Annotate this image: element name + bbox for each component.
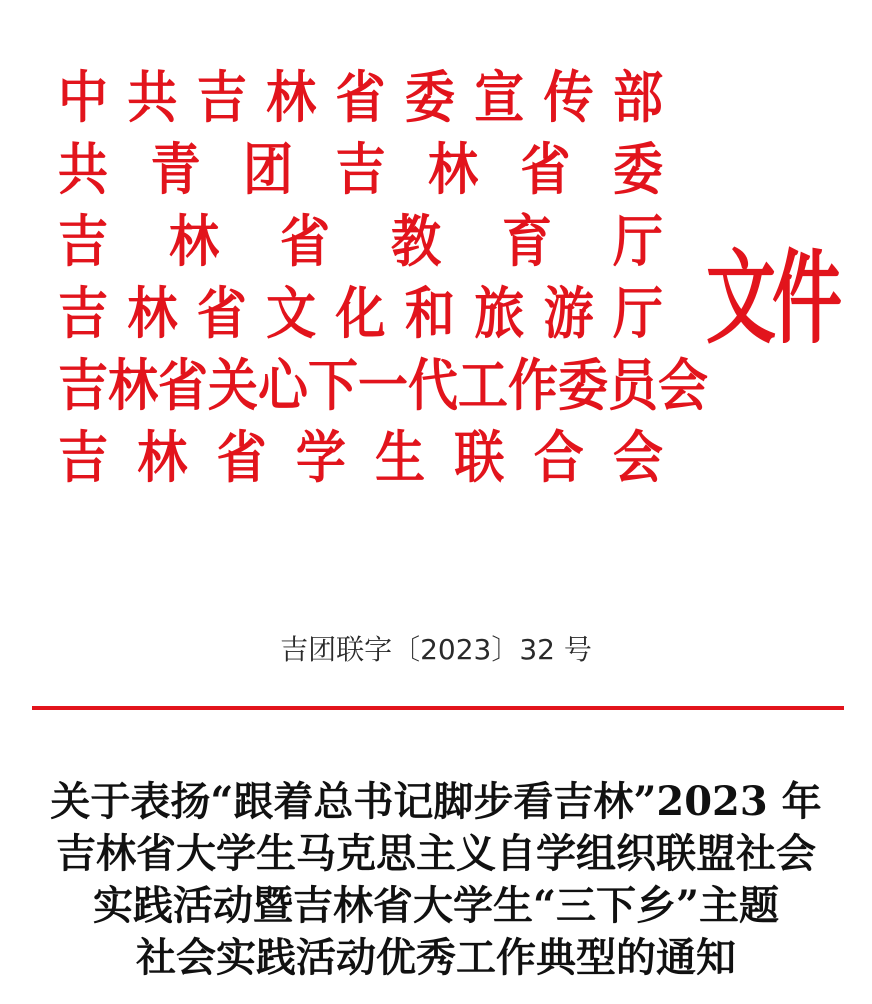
issuer-char: 吉 bbox=[335, 136, 386, 203]
issuer-char: 化 bbox=[335, 280, 386, 347]
issuer-char: 教 bbox=[391, 208, 441, 275]
issuer-char: 省 bbox=[196, 280, 247, 347]
document-number: 吉团联字〔2023〕32 号 bbox=[280, 633, 592, 666]
issuer-char: 省 bbox=[280, 208, 330, 275]
issuer-char: 林 bbox=[169, 208, 219, 275]
issuer-char: 林 bbox=[428, 136, 478, 203]
issuer-char: 厅 bbox=[613, 208, 663, 275]
issuer-char: 育 bbox=[502, 208, 552, 275]
issuer-char: 会 bbox=[658, 352, 708, 419]
issuer-char: 省 bbox=[520, 136, 571, 203]
issuer-char: 一 bbox=[358, 352, 408, 419]
issuer-char: 中 bbox=[58, 64, 108, 131]
issuer-char: 游 bbox=[543, 280, 594, 347]
issuer-line bbox=[58, 352, 708, 419]
document-label: 文件 bbox=[706, 237, 838, 358]
issuer-char: 和 bbox=[404, 280, 455, 347]
issuer-char: 委 bbox=[404, 64, 455, 131]
issuer-char: 吉 bbox=[58, 352, 108, 419]
issuer-char: 吉 bbox=[58, 280, 108, 347]
issuer-line bbox=[58, 136, 663, 203]
issuer-char: 学 bbox=[295, 424, 346, 491]
issuer-char: 旅 bbox=[474, 280, 525, 347]
issuer-char: 联 bbox=[454, 424, 505, 491]
title-line: 关于表扬“跟着总书记脚步看吉林”2023 年 bbox=[50, 778, 822, 825]
issuer-char: 工 bbox=[458, 352, 508, 419]
issuer-char: 林 bbox=[108, 352, 158, 419]
issuer-char: 吉 bbox=[196, 64, 247, 131]
issuer-char: 生 bbox=[375, 424, 426, 491]
issuer-char: 传 bbox=[543, 64, 594, 131]
issuer-char: 厅 bbox=[613, 280, 663, 347]
issuer-char: 共 bbox=[58, 136, 108, 203]
issuer-char: 团 bbox=[243, 136, 293, 203]
issuer-char: 文 bbox=[266, 280, 317, 347]
issuer-char: 青 bbox=[150, 136, 201, 203]
title-line: 吉林省大学生马克思主义自学组织联盟社会 bbox=[56, 830, 816, 877]
issuer-char: 下 bbox=[308, 352, 358, 419]
issuer-char: 共 bbox=[127, 64, 178, 131]
issuer-char: 代 bbox=[408, 352, 458, 419]
issuer-char: 委 bbox=[558, 352, 608, 419]
issuer-char: 合 bbox=[533, 424, 584, 491]
issuer-char: 林 bbox=[266, 64, 317, 131]
notice-title bbox=[0, 776, 872, 984]
issuer-char: 省 bbox=[216, 424, 267, 491]
issuer-char: 心 bbox=[258, 352, 308, 419]
issuer-line bbox=[58, 64, 663, 131]
issuer-char: 省 bbox=[335, 64, 386, 131]
issuer-char: 省 bbox=[158, 352, 208, 419]
issuer-char: 关 bbox=[208, 352, 258, 419]
title-line: 社会实践活动优秀工作典型的通知 bbox=[136, 934, 736, 981]
issuer-char: 会 bbox=[612, 424, 663, 491]
issuer-char: 林 bbox=[127, 280, 178, 347]
red-divider-line bbox=[32, 706, 844, 710]
issuer-line bbox=[58, 280, 663, 347]
issuer-char: 员 bbox=[608, 352, 658, 419]
issuer-line bbox=[58, 424, 663, 491]
issuer-char: 部 bbox=[613, 64, 663, 131]
issuing-organizations bbox=[58, 64, 708, 500]
issuer-char: 林 bbox=[137, 424, 188, 491]
issuer-char: 作 bbox=[508, 352, 558, 419]
issuer-char: 吉 bbox=[58, 208, 108, 275]
issuer-char: 委 bbox=[613, 136, 663, 203]
issuer-char: 吉 bbox=[58, 424, 108, 491]
issuer-char: 宣 bbox=[474, 64, 525, 131]
issuer-line bbox=[58, 208, 663, 275]
title-line: 实践活动暨吉林省大学生“三下乡”主题 bbox=[92, 882, 779, 929]
